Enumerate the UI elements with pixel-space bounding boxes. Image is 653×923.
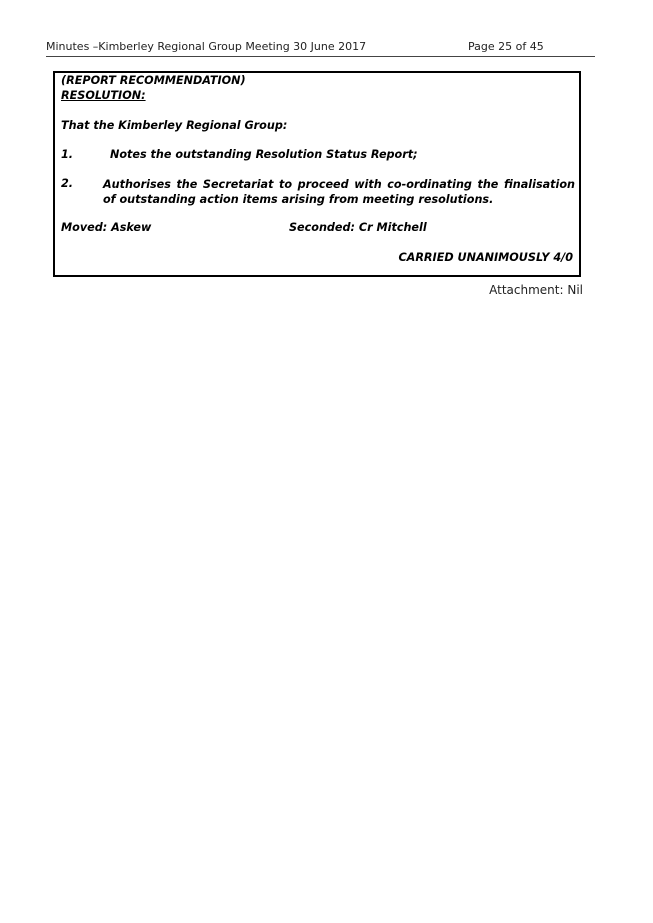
resolution-heading: RESOLUTION:: [61, 89, 146, 102]
moved-by: Moved: Askew: [61, 221, 152, 234]
item-2-text: Authorises the Secretariat to proceed with co-ordinating the finalisation of outstanding action items arising from meeting resolutions.: [103, 178, 575, 206]
item-2-number: 2.: [61, 177, 74, 190]
page-header: [46, 38, 595, 57]
header-title: Minutes –Kimberley Regional Group Meeting 30 June 2017: [46, 40, 367, 53]
resolution-intro: That the Kimberley Regional Group:: [61, 119, 288, 132]
resolution-box: [53, 71, 581, 277]
item-1-number: 1.: [61, 148, 74, 161]
item-1-text: Notes the outstanding Resolution Status Report;: [110, 148, 418, 161]
seconded-by: Seconded: Cr Mitchell: [289, 221, 427, 234]
report-recommendation-label: (REPORT RECOMMENDATION): [61, 74, 246, 87]
page-number: Page 25 of 45: [468, 40, 544, 53]
motion-result: CARRIED UNANIMOUSLY 4/0: [398, 251, 573, 264]
attachment-note: Attachment: Nil: [489, 283, 583, 297]
